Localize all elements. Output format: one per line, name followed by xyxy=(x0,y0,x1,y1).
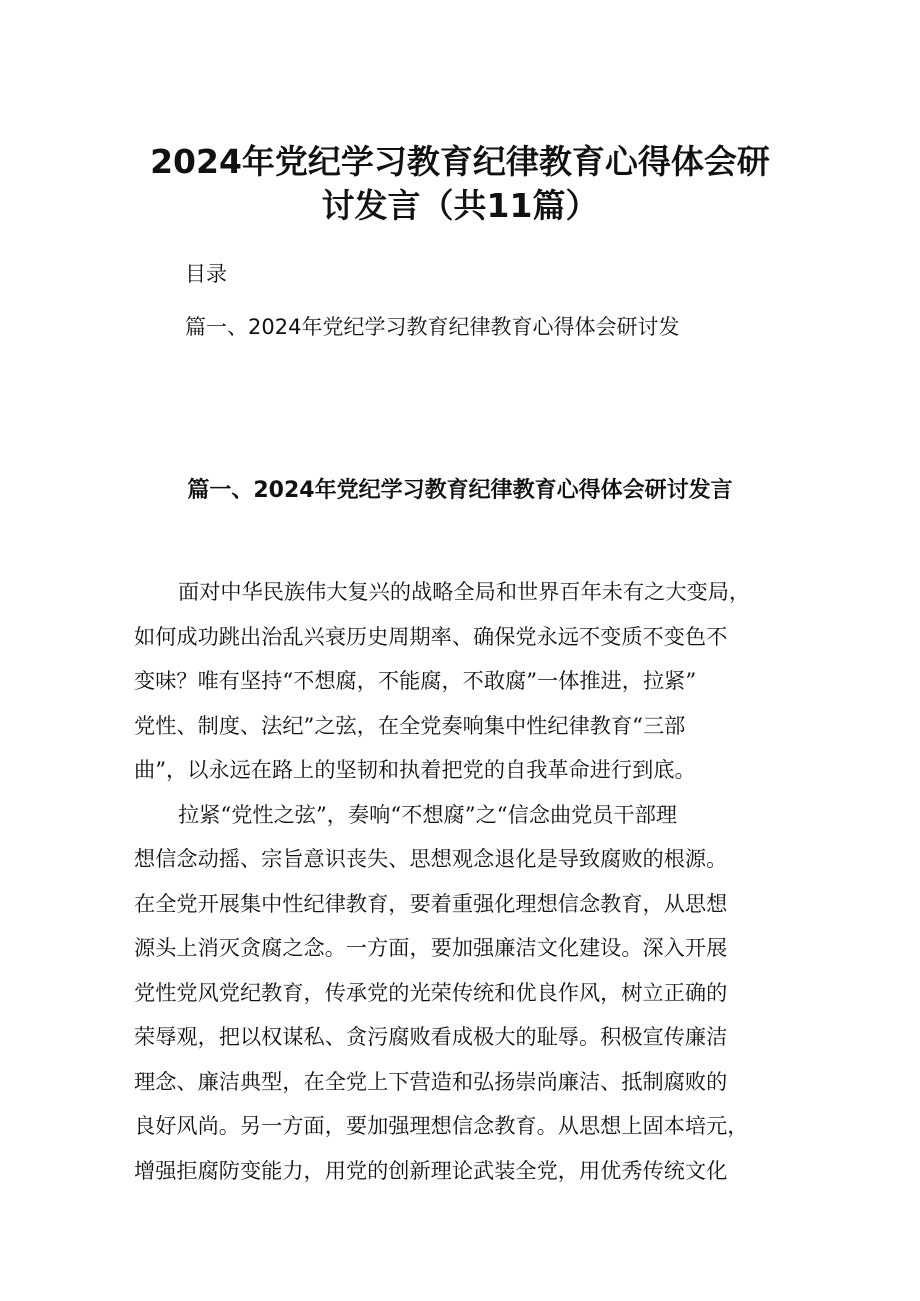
paragraph-line: 如何成功跳出治乱兴衰历史周期率、确保党永远不变质不变色不 xyxy=(134,623,728,649)
paragraph-line: 拉紧“党性之弦”，奏响“不想腐”之“信念曲党员干部理 xyxy=(178,801,678,827)
paragraph-line: 荣辱观，把以权谋私、贪污腐败看成极大的耻辱。积极宣传廉洁 xyxy=(134,1024,728,1049)
paragraph-line: 变味？唯有坚持“不想腐，不能腐，不敢腐”一体推进，拉紧” xyxy=(134,668,697,693)
paragraph-line: 想信念动摇、宗旨意识丧失、思想观念退化是导致腐败的根源。 xyxy=(134,846,728,871)
paragraph-line: 面对中华民族伟大复兴的战略全局和世界百年未有之大变局， xyxy=(178,579,751,604)
paragraph-line: 增强拒腐防变能力，用党的创新理论武装全党，用优秀传统文化 xyxy=(134,1157,728,1183)
paragraph-line: 曲”，以永远在路上的坚韧和执着把党的自我革命进行到底。 xyxy=(134,757,696,782)
paragraph-line: 党性党风党纪教育，传承党的光荣传统和优良作风，树立正确的 xyxy=(134,979,728,1005)
section-body xyxy=(134,570,794,1193)
section-heading: 篇一、2024年党纪学习教育纪律教育心得体会研讨发言 xyxy=(187,478,733,503)
paragraph-line: 党性、制度、法纪”之弦，在全党奏响集中性纪律教育“三部 xyxy=(134,712,686,738)
paragraph-line: 理念、廉洁典型，在全党上下营造和弘扬崇尚廉洁、抵制腐败的 xyxy=(134,1068,728,1094)
paragraph-1 xyxy=(134,570,794,793)
document-title xyxy=(130,140,790,228)
paragraph-line: 源头上消灭贪腐之念。一方面，要加强廉洁文化建设。深入开展 xyxy=(134,935,728,960)
paragraph-line: 在全党开展集中性纪律教育，要着重强化理想信念教育，从思想 xyxy=(134,890,728,916)
toc-item-1: 篇一、2024年党纪学习教育纪律教育心得体会研讨发 xyxy=(185,315,680,339)
toc-heading: 目录 xyxy=(185,262,227,286)
paragraph-line: 良好风尚。另一方面，要加强理想信念教育。从思想上固本培元， xyxy=(134,1113,749,1138)
paragraph-2 xyxy=(134,793,794,1194)
document-title-line-1: 2024年党纪学习教育纪律教育心得体会研 xyxy=(150,142,770,181)
document-title-line-2: 讨发言（共11篇） xyxy=(321,186,599,225)
